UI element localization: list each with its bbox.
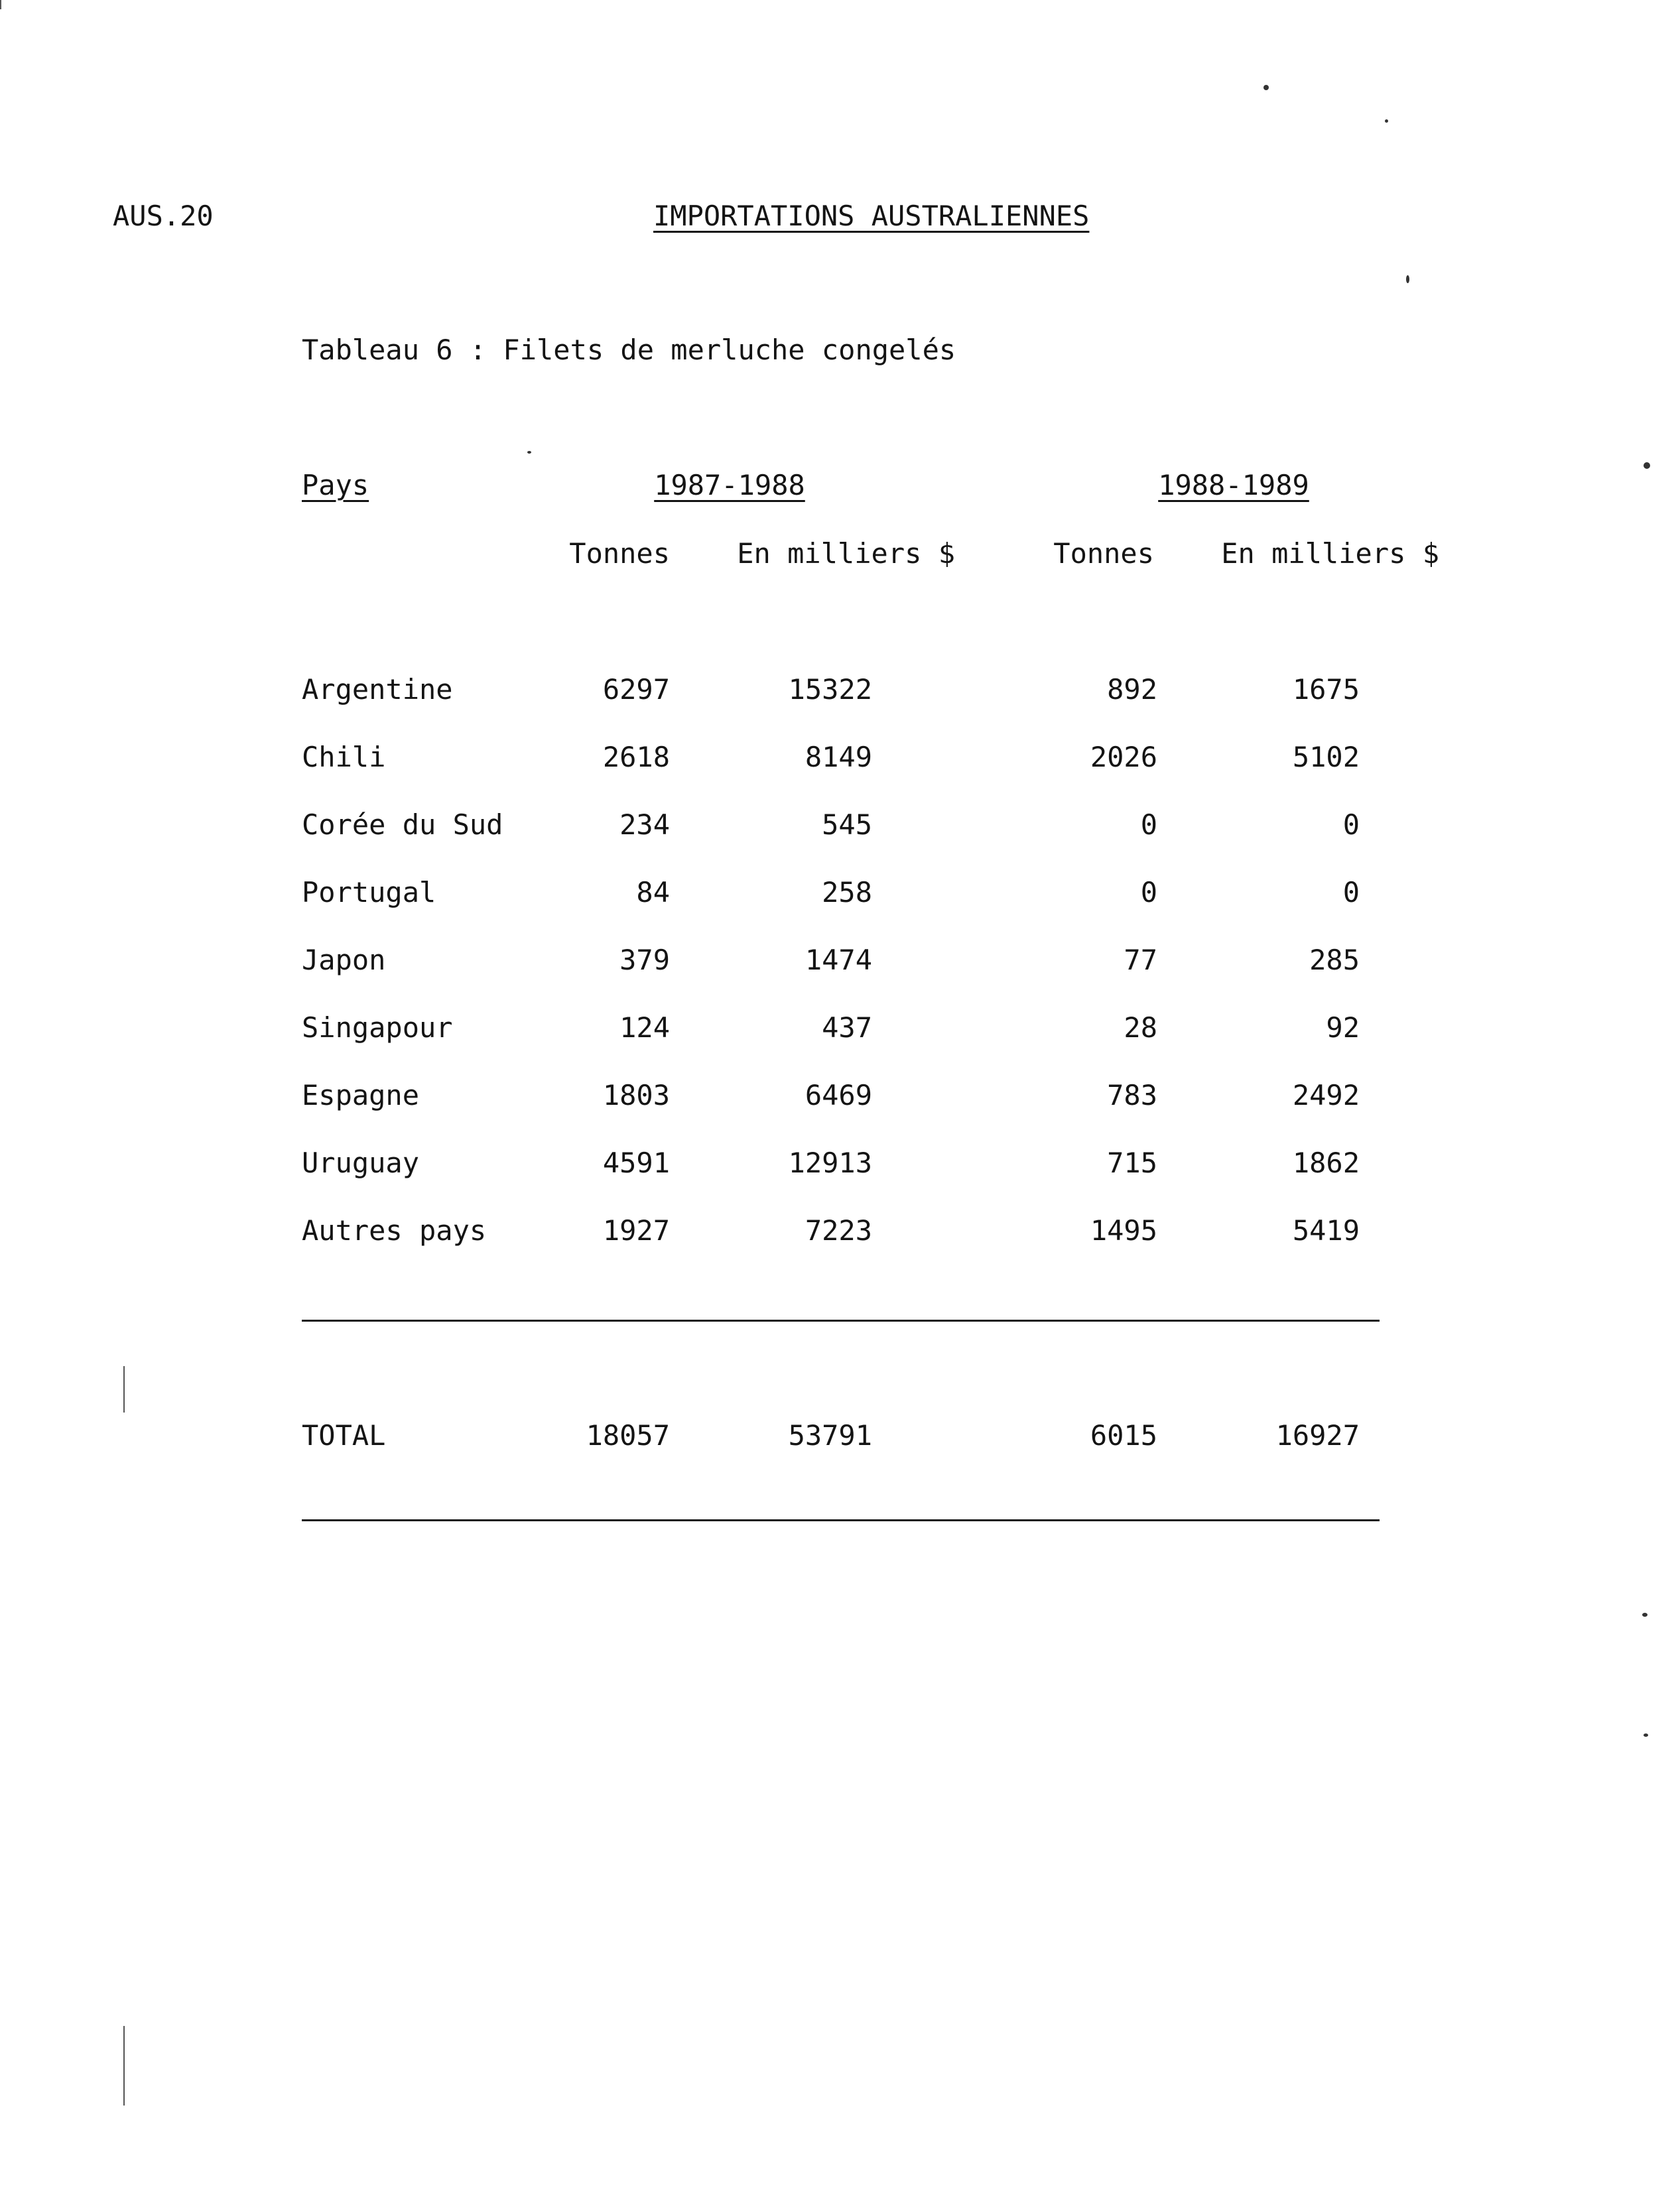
scan-speck xyxy=(1385,119,1388,123)
row-country: Portugal xyxy=(302,876,436,909)
row-tonnes-1987: 2618 xyxy=(602,741,670,773)
table-bottom-rule xyxy=(302,1519,1380,1521)
row-country: Corée du Sud xyxy=(302,808,503,841)
table-row xyxy=(0,741,1680,781)
row-country: Chili xyxy=(302,741,386,773)
row-tonnes-1987: 379 xyxy=(619,944,670,976)
row-tonnes-1988: 28 xyxy=(1124,1011,1157,1044)
row-tonnes-1987: 124 xyxy=(619,1011,670,1044)
row-value-1988: 5419 xyxy=(1292,1214,1360,1247)
row-value-1987: 6469 xyxy=(805,1079,872,1111)
scan-speck xyxy=(1642,1613,1648,1617)
row-value-1987: 437 xyxy=(822,1011,872,1044)
row-value-1987: 8149 xyxy=(805,741,872,773)
row-value-1988: 1862 xyxy=(1292,1147,1360,1179)
row-tonnes-1987: 234 xyxy=(619,808,670,841)
subheader-tonnes-1: Tonnes xyxy=(569,537,670,570)
row-tonnes-1988: 715 xyxy=(1107,1147,1157,1179)
row-country: Argentine xyxy=(302,673,453,706)
row-value-1988: 1675 xyxy=(1292,673,1360,706)
table-caption: Tableau 6 : Filets de merluche congelés xyxy=(302,334,956,366)
row-value-1987: 1474 xyxy=(805,944,872,976)
row-country: Singapour xyxy=(302,1011,453,1044)
row-value-1988: 285 xyxy=(1309,944,1360,976)
scan-speck xyxy=(1406,275,1409,283)
row-tonnes-1987: 6297 xyxy=(602,673,670,706)
table-row xyxy=(0,1147,1680,1186)
table-row xyxy=(0,876,1680,916)
row-tonnes-1988: 783 xyxy=(1107,1079,1157,1111)
table-divider xyxy=(302,1320,1380,1322)
total-value-1988: 16927 xyxy=(1275,1419,1360,1452)
row-tonnes-1987: 1803 xyxy=(602,1079,670,1111)
table-row xyxy=(0,673,1680,713)
row-value-1987: 15322 xyxy=(788,673,872,706)
row-tonnes-1987: 1927 xyxy=(602,1214,670,1247)
total-label: TOTAL xyxy=(302,1419,386,1452)
row-country: Uruguay xyxy=(302,1147,420,1179)
table-row xyxy=(0,1214,1680,1254)
subheader-tonnes-2: Tonnes xyxy=(1053,537,1154,570)
column-header-period-1: 1987-1988 xyxy=(654,469,805,501)
row-value-1987: 258 xyxy=(822,876,872,909)
row-tonnes-1988: 1495 xyxy=(1090,1214,1157,1247)
row-tonnes-1987: 84 xyxy=(636,876,670,909)
row-value-1987: 12913 xyxy=(788,1147,872,1179)
table-row xyxy=(0,1011,1680,1051)
subheader-value-1: En milliers $ xyxy=(737,537,955,570)
row-value-1988: 2492 xyxy=(1292,1079,1360,1111)
row-tonnes-1988: 2026 xyxy=(1090,741,1157,773)
row-tonnes-1988: 892 xyxy=(1107,673,1157,706)
column-header-country: Pays xyxy=(302,469,369,501)
total-tonnes-1987: 18057 xyxy=(586,1419,670,1452)
row-country: Espagne xyxy=(302,1079,420,1111)
column-header-period-2: 1988-1989 xyxy=(1158,469,1309,501)
row-value-1988: 0 xyxy=(1342,876,1360,909)
total-tonnes-1988: 6015 xyxy=(1090,1419,1157,1452)
document-title: IMPORTATIONS AUSTRALIENNES xyxy=(653,200,1090,232)
total-row xyxy=(0,1419,1680,1459)
margin-mark xyxy=(123,2026,125,2106)
subheader-value-2: En milliers $ xyxy=(1221,537,1439,570)
document-reference: AUS.20 xyxy=(113,200,214,232)
table-row xyxy=(0,808,1680,848)
scan-speck xyxy=(1263,85,1269,90)
scan-speck xyxy=(527,451,531,454)
row-value-1988: 5102 xyxy=(1292,741,1360,773)
row-value-1987: 7223 xyxy=(805,1214,872,1247)
table-row xyxy=(0,944,1680,983)
row-value-1987: 545 xyxy=(822,808,872,841)
row-country: Autres pays xyxy=(302,1214,487,1247)
scan-speck xyxy=(1644,1733,1648,1737)
row-tonnes-1988: 77 xyxy=(1124,944,1157,976)
margin-mark xyxy=(0,0,1,9)
total-value-1987: 53791 xyxy=(788,1419,872,1452)
table-row xyxy=(0,1079,1680,1119)
row-tonnes-1987: 4591 xyxy=(602,1147,670,1179)
row-tonnes-1988: 0 xyxy=(1140,876,1157,909)
row-country: Japon xyxy=(302,944,386,976)
row-value-1988: 0 xyxy=(1342,808,1360,841)
margin-mark xyxy=(123,1366,125,1413)
row-tonnes-1988: 0 xyxy=(1140,808,1157,841)
scan-speck xyxy=(1644,462,1650,469)
row-value-1988: 92 xyxy=(1326,1011,1360,1044)
